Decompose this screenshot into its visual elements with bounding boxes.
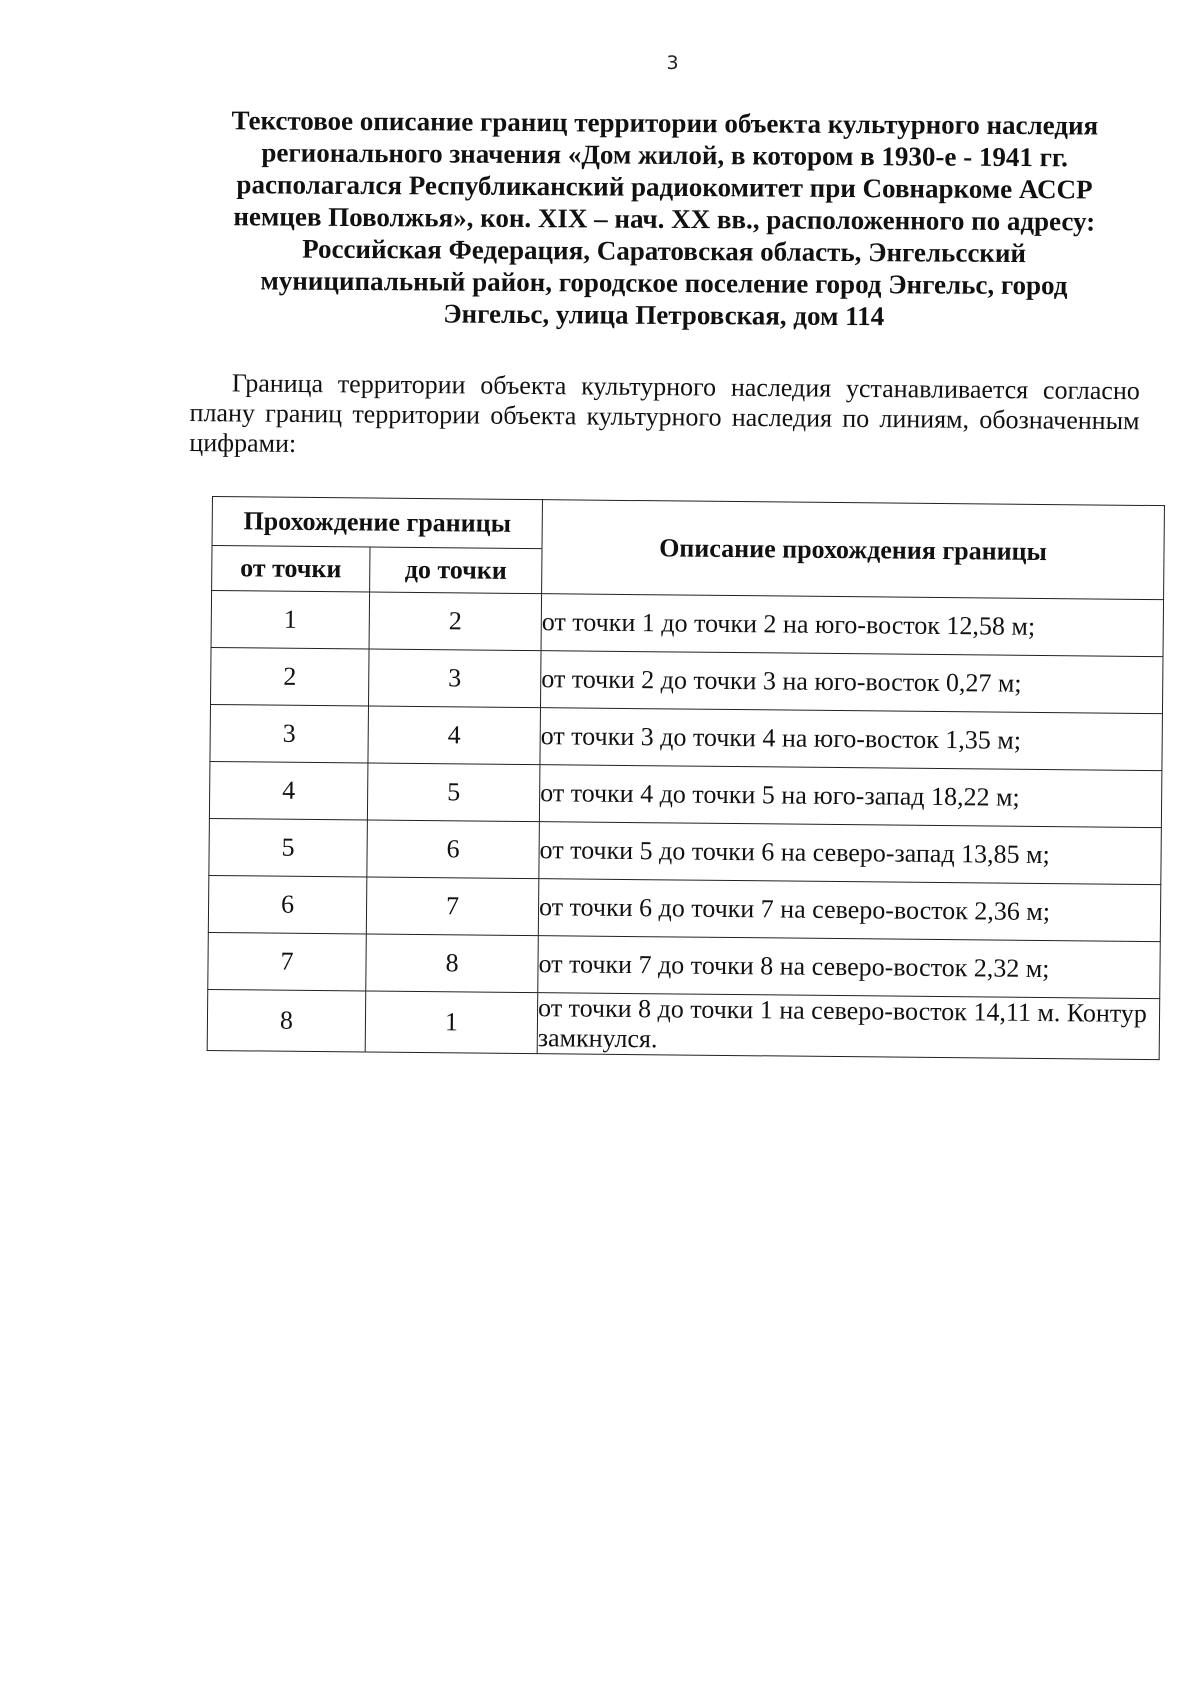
cell-to-point: 7 xyxy=(366,877,539,936)
title-line: располагался Республиканский радиокомитет при Совнаркоме АССР xyxy=(236,169,1093,205)
boundary-table-wrapper xyxy=(207,496,1165,1060)
cell-to-point: 3 xyxy=(368,649,541,708)
page-number: 3 xyxy=(666,52,679,74)
cell-description: от точки 2 до точки 3 на юго-восток 0,27 м; xyxy=(540,651,1163,714)
title-line: Энгельс, улица Петровская, дом 114 xyxy=(443,298,885,332)
header-from-point: от точки xyxy=(212,546,370,593)
cell-from-point: 1 xyxy=(211,591,370,650)
cell-from-point: 5 xyxy=(209,818,368,877)
cell-to-point: 2 xyxy=(369,592,542,651)
table-row xyxy=(209,818,1162,884)
table-row xyxy=(208,875,1161,941)
cell-from-point: 8 xyxy=(207,989,366,1052)
cell-description: от точки 8 до точки 1 на северо-восток 14,11 м. Контур замкнулся. xyxy=(537,993,1160,1060)
cell-from-point: 3 xyxy=(210,704,369,763)
table-row xyxy=(210,704,1163,770)
table-row xyxy=(207,989,1160,1059)
cell-description: от точки 1 до точки 2 на юго-восток 12,58 м; xyxy=(541,594,1164,657)
intro-paragraph: Граница территории объекта культурного наследия устанавливается согласно плану границ территории объекта культурного наследия по линиям, обозначенным цифрами: xyxy=(189,368,1140,458)
document-title xyxy=(194,104,1135,334)
cell-description: от точки 6 до точки 7 на северо-восток 2,36 м; xyxy=(538,879,1161,942)
header-boundary-passage: Прохождение границы xyxy=(212,497,542,549)
title-line: немцев Поволжья», кон. XIX – нач. XX вв., расположенного по адресу: xyxy=(233,201,1096,237)
title-line: муниципальный район, городское поселение город Энгельс, город xyxy=(260,265,1068,301)
header-to-point: до точки xyxy=(370,547,542,594)
table-row xyxy=(209,761,1162,827)
cell-description: от точки 7 до точки 8 на северо-восток 2,32 м; xyxy=(538,936,1161,999)
table-row xyxy=(208,932,1161,998)
boundary-table xyxy=(207,496,1165,1060)
cell-to-point: 1 xyxy=(365,991,538,1054)
table-row xyxy=(211,591,1164,657)
title-line: Текстовое описание границ территории объекта культурного наследия xyxy=(231,105,1099,141)
cell-from-point: 4 xyxy=(209,761,368,820)
cell-description: от точки 5 до точки 6 на северо-запад 13,85 м; xyxy=(539,822,1162,885)
title-line: регионального значения «Дом жилой, в котором в 1930-е - 1941 гг. xyxy=(261,137,1069,173)
intro-paragraph-block xyxy=(189,368,1140,466)
cell-description: от точки 4 до точки 5 на юго-запад 18,22 м; xyxy=(539,765,1162,828)
title-line: Российская Федерация, Саратовская область, Энгельсский xyxy=(302,233,1027,269)
cell-to-point: 6 xyxy=(367,820,540,879)
cell-from-point: 2 xyxy=(210,647,369,706)
table-row xyxy=(210,647,1163,713)
cell-to-point: 4 xyxy=(368,706,541,765)
cell-to-point: 8 xyxy=(366,934,539,993)
cell-to-point: 5 xyxy=(367,763,540,822)
cell-from-point: 6 xyxy=(208,875,367,934)
header-description: Описание прохождения границы xyxy=(542,500,1165,600)
cell-from-point: 7 xyxy=(208,932,367,991)
cell-description: от точки 3 до точки 4 на юго-восток 1,35 м; xyxy=(540,708,1163,771)
